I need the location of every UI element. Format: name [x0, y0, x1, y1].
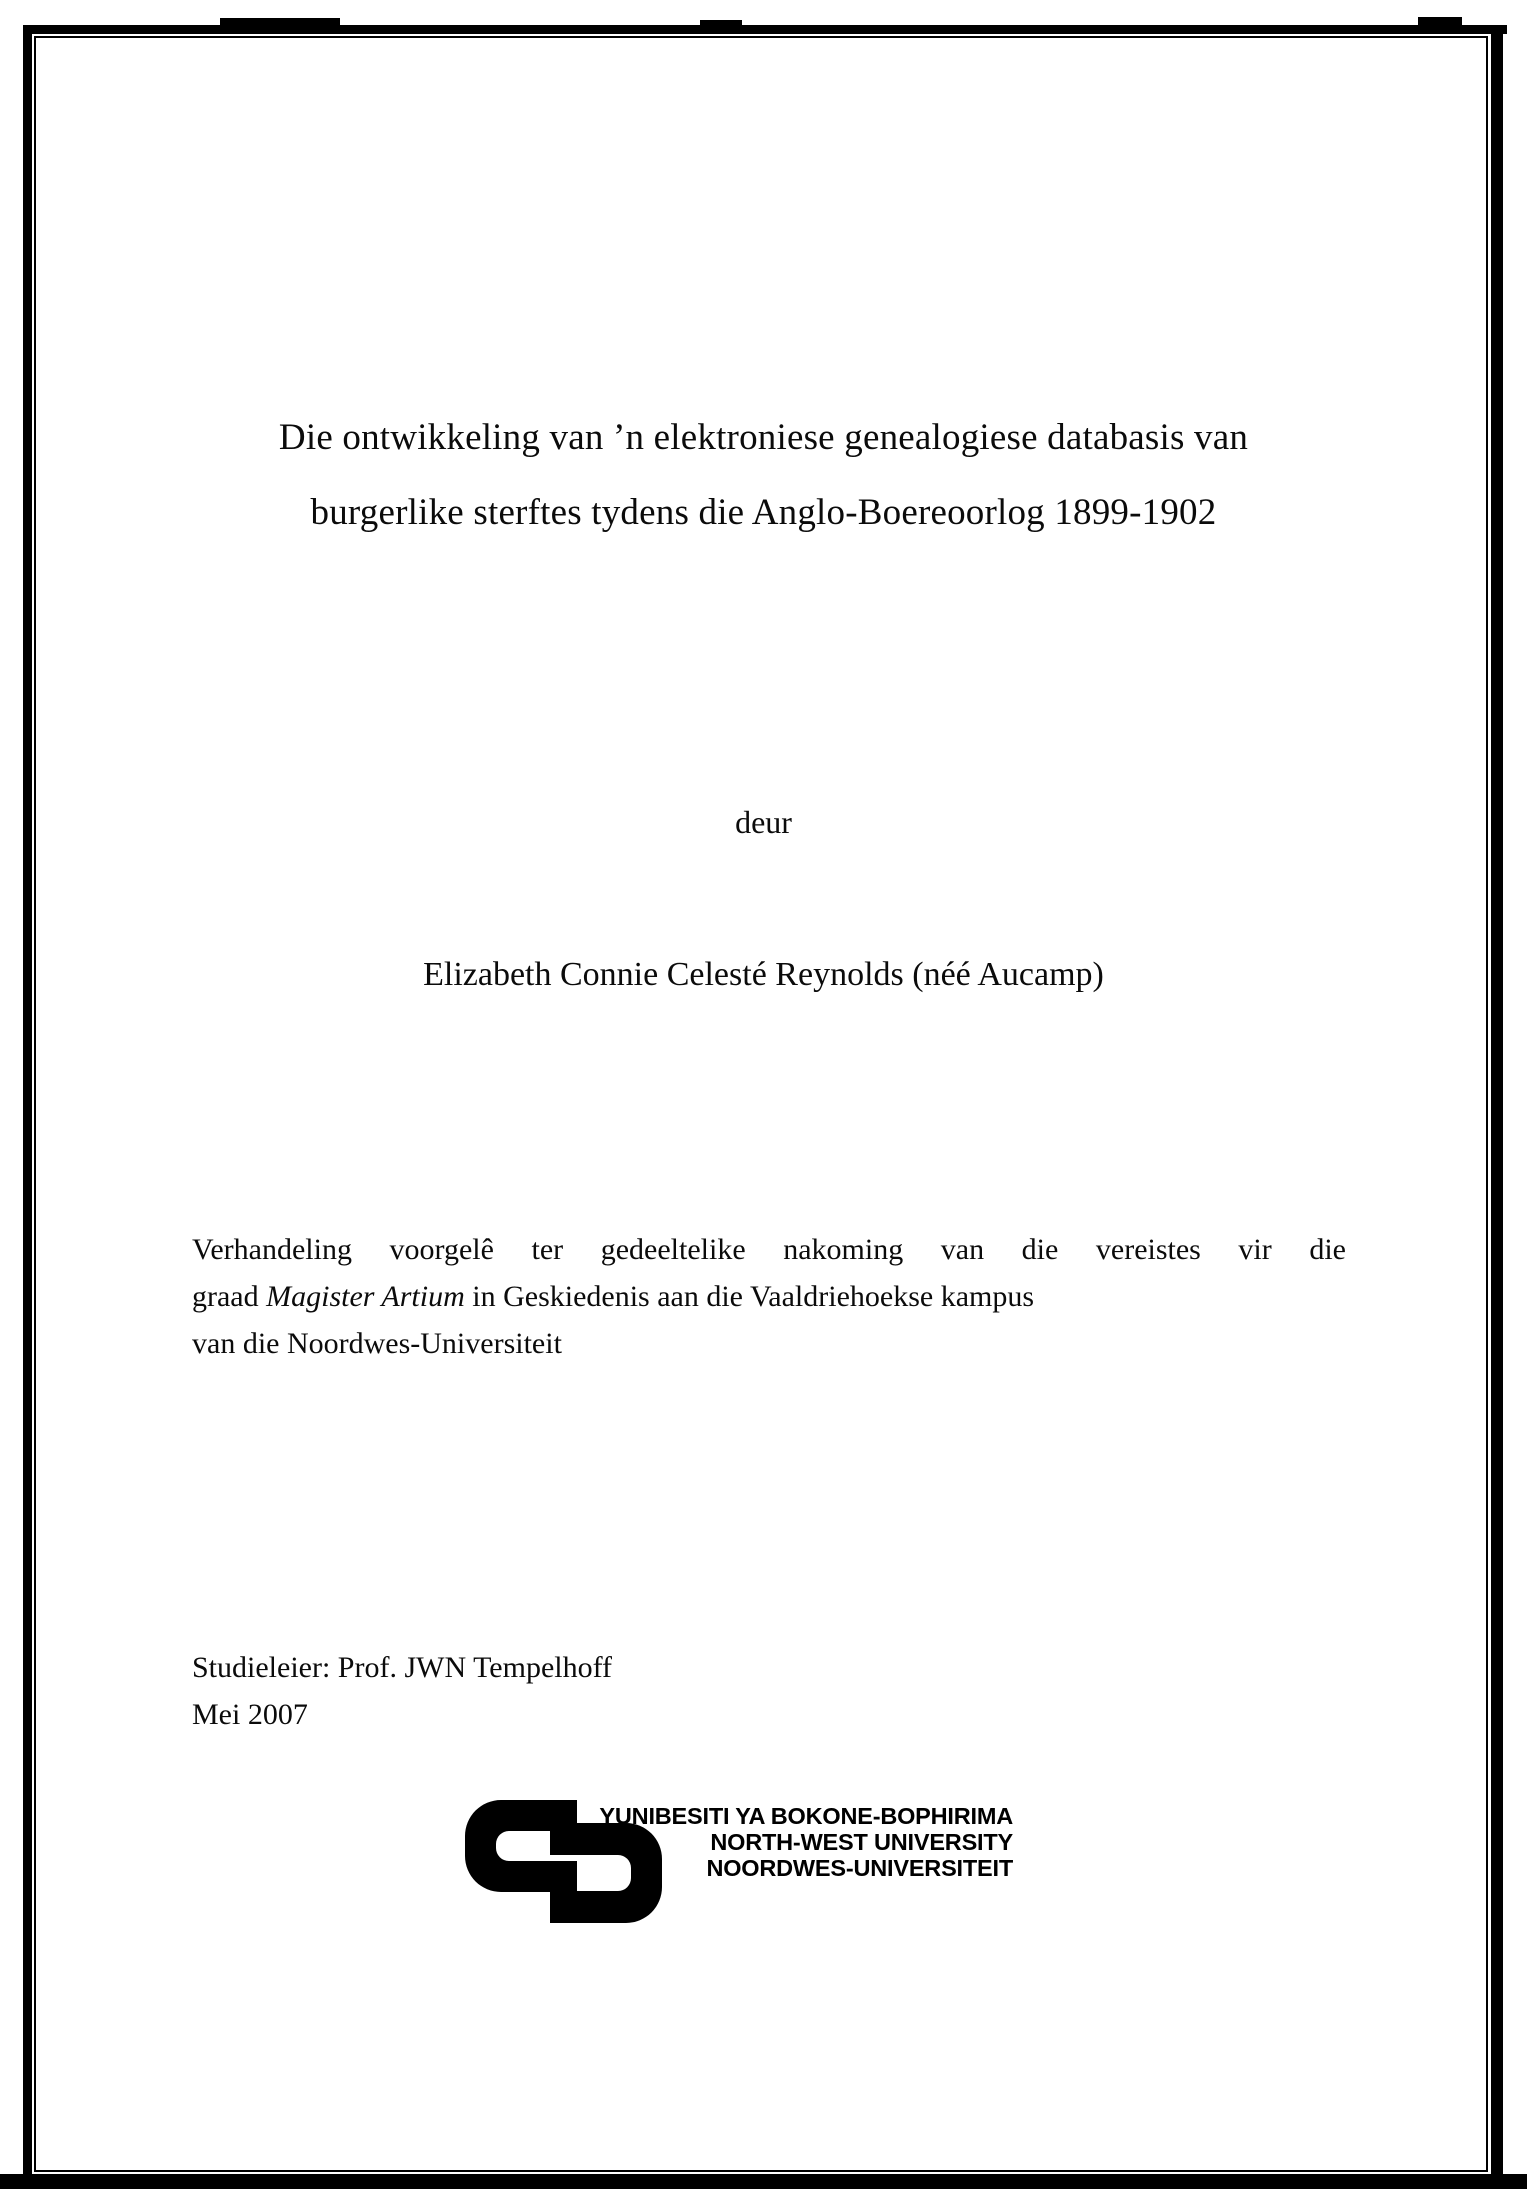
statement-line-1: Verhandeling voorgelê ter gedeeltelike nakoming van die vereistes vir die	[192, 1233, 1346, 1266]
university-logo-text	[585, 1803, 1013, 1881]
thesis-title	[0, 400, 1527, 550]
page-border-top	[23, 25, 1507, 34]
statement-line-3: van die Noordwes-Universiteit	[192, 1327, 562, 1360]
logo-text-english: NORTH-WEST UNIVERSITY	[710, 1829, 1013, 1855]
page-border-right	[1491, 25, 1503, 2185]
date-line: Mei 2007	[192, 1698, 308, 1731]
supervisor-line: Studieleier: Prof. JWN Tempelhoff	[192, 1651, 613, 1684]
statement-line-2-post: in Geskiedenis aan die Vaaldriehoekse kampus	[464, 1280, 1035, 1313]
scan-artifact	[1418, 17, 1462, 26]
title-line-2: burgerlike sterftes tydens die Anglo-Boereoorlog 1899-1902	[310, 492, 1217, 533]
page-border-bottom	[0, 2174, 1527, 2189]
byline-deur: deur	[735, 804, 792, 840]
scan-artifact	[700, 20, 742, 26]
supervisor-block	[192, 1644, 612, 1738]
title-line-1: Die ontwikkeling van ’n elektroniese genealogiese databasis van	[278, 417, 1249, 458]
statement-line-2	[192, 1273, 1346, 1320]
logo-text-setswana: YUNIBESITI YA BOKONE-BOPHIRIMA	[599, 1803, 1013, 1829]
degree-statement	[192, 1226, 1346, 1367]
page-border-left	[23, 25, 32, 2185]
author-name: Elizabeth Connie Celesté Reynolds (néé Aucamp)	[423, 956, 1104, 993]
university-logo	[465, 1800, 1025, 1935]
statement-degree-name: Magister Artium	[266, 1280, 465, 1313]
scan-artifact	[220, 18, 340, 26]
logo-text-afrikaans: NOORDWES-UNIVERSITEIT	[706, 1855, 1013, 1881]
statement-line-2-pre: graad	[192, 1280, 267, 1313]
